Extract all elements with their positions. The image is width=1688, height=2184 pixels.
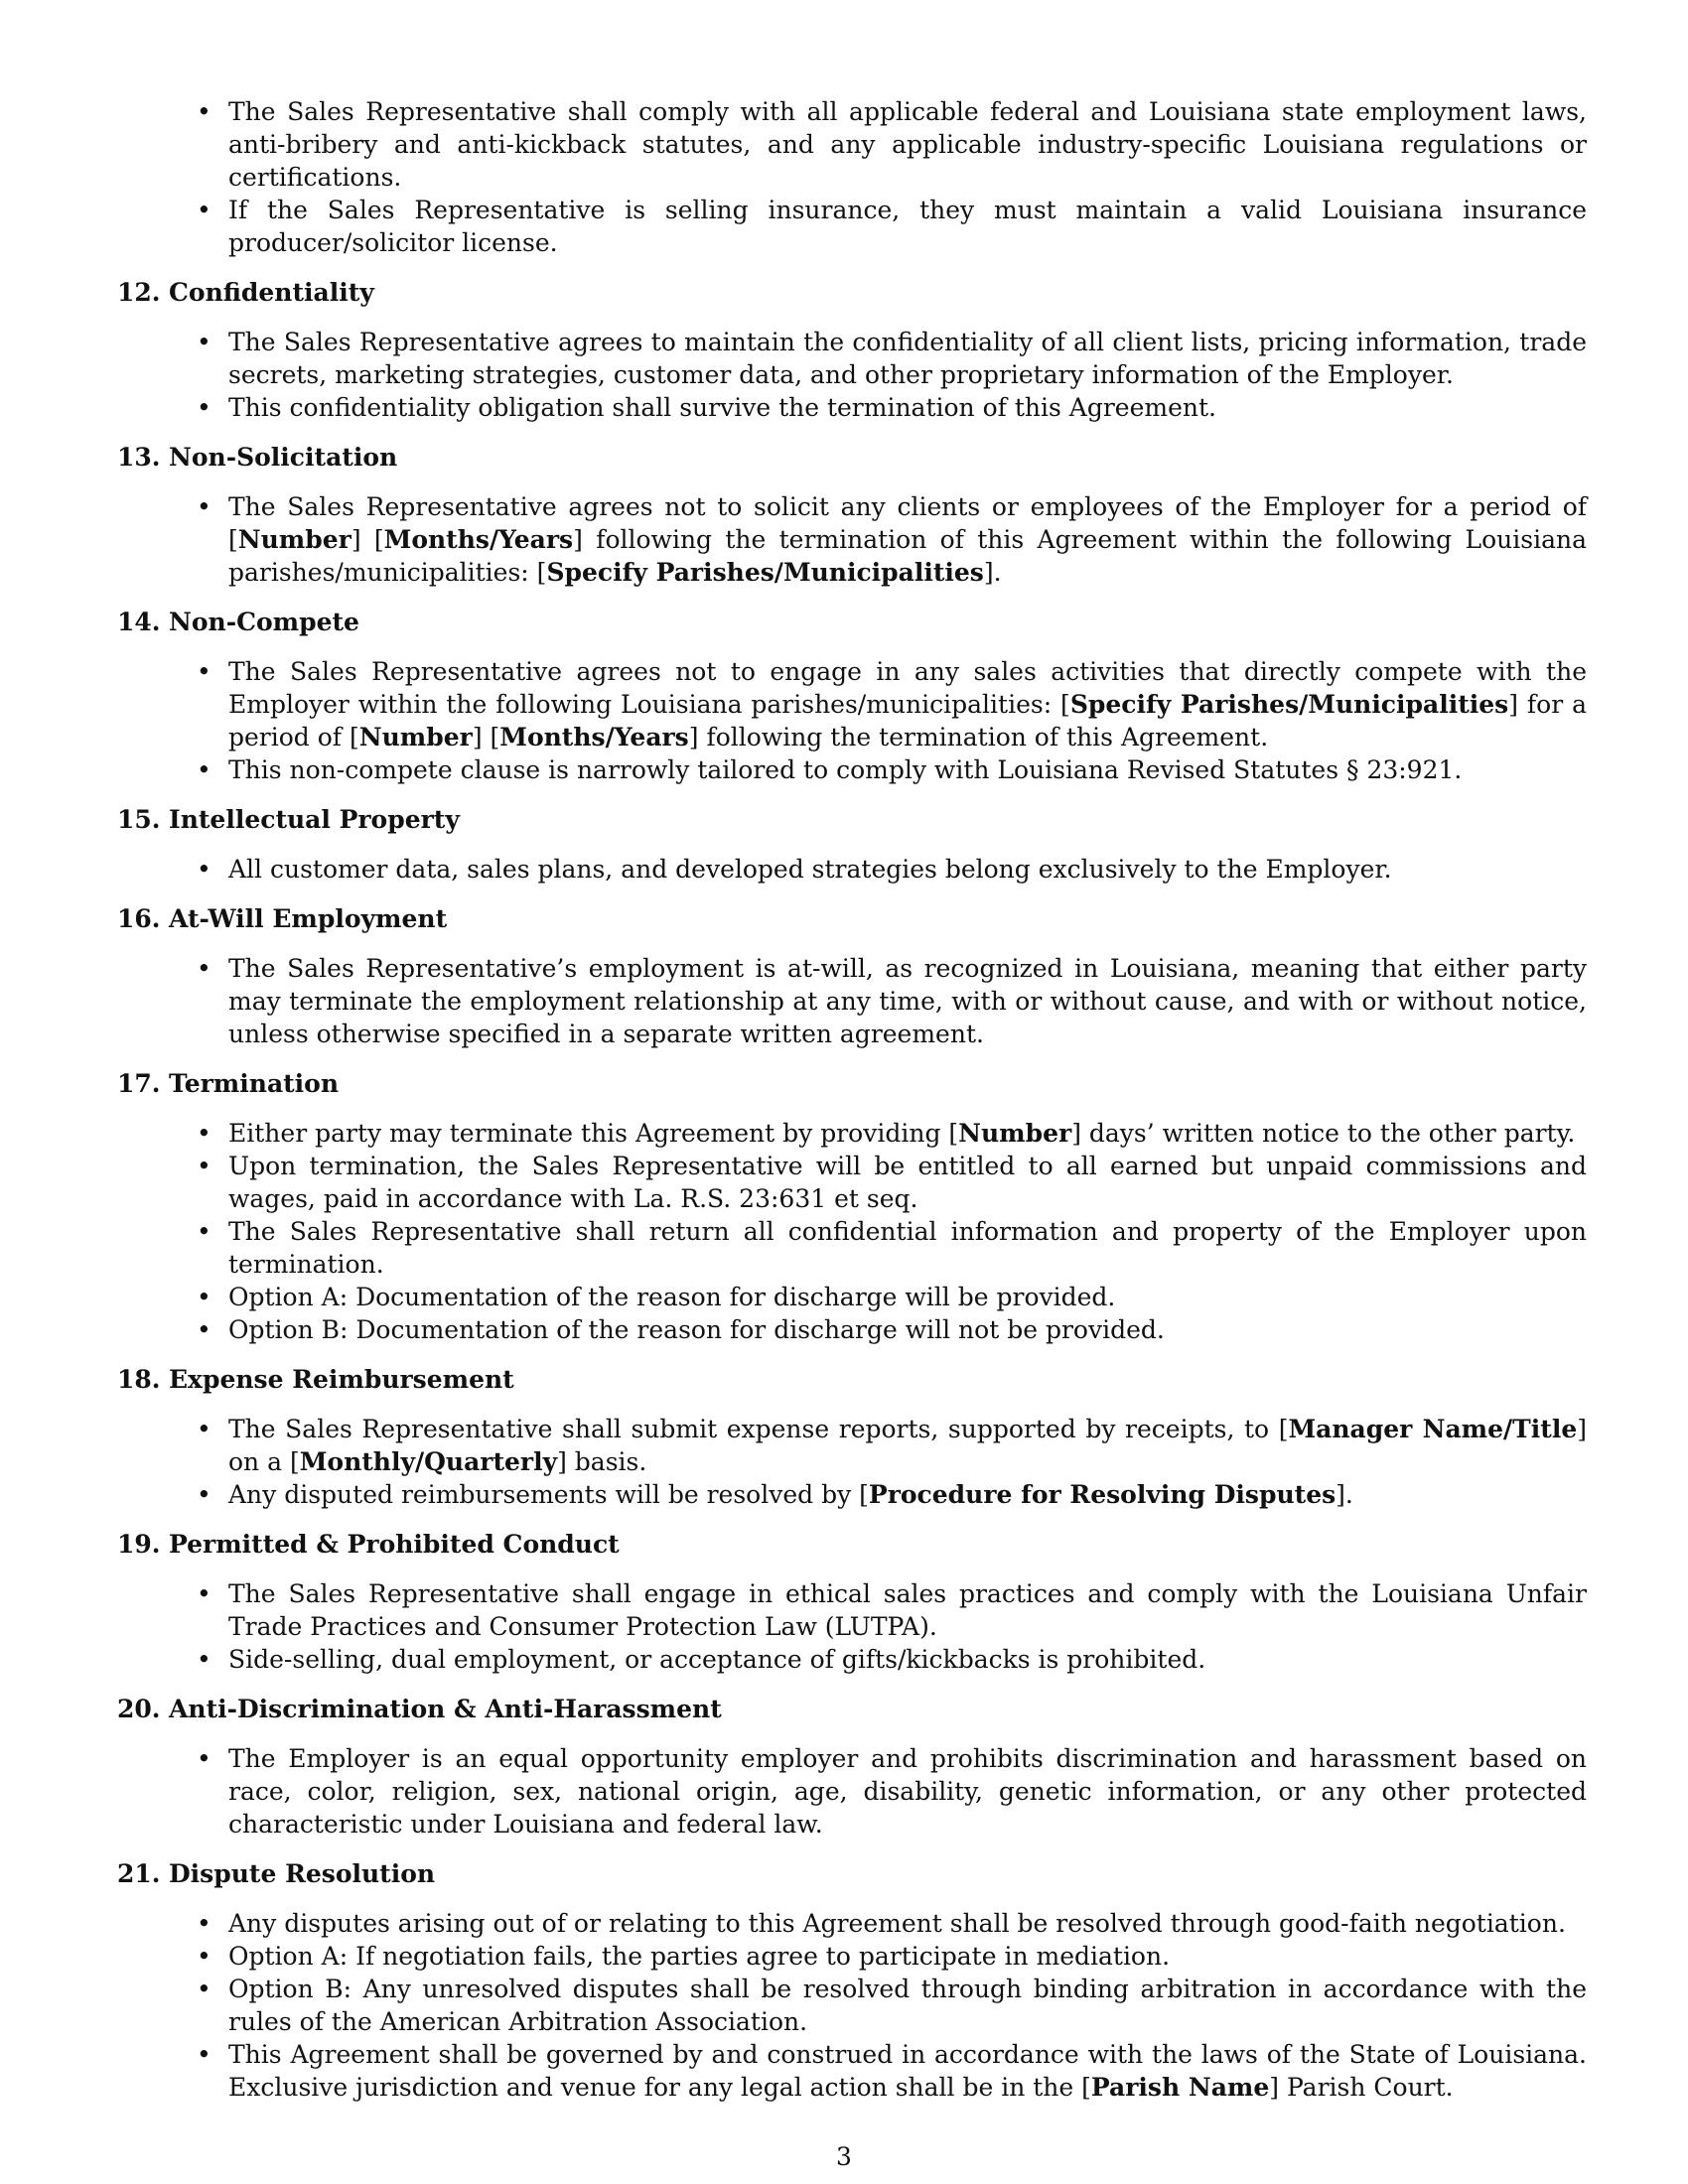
bullet-text: ] following the termination of this Agreement.: [688, 723, 1269, 751]
bullet-item: [117, 194, 1587, 259]
bullet-text: Option B: Any unresolved disputes shall be resolved through binding arbitration in accordance with the rules of the American Arbitration Association.: [228, 1975, 1587, 2036]
section-heading: [117, 1363, 1587, 1396]
bullet-text: The Sales Representative’s employment is at-will, as recognized in Louisiana, meaning that either party may terminate the employment relationship at any time, with or without cause, and with or without notice, unless otherwise specified in a separate written agreement.: [228, 954, 1587, 1048]
section-number: 13.: [117, 443, 161, 472]
section-title: Non-Solicitation: [169, 443, 398, 472]
placeholder-field: Number: [237, 525, 352, 554]
section-number: 19.: [117, 1530, 161, 1559]
bullet-text: Upon termination, the Sales Representative will be entitled to all earned but unpaid commissions and wages, paid in accordance with La. R.S. 23:631 et seq.: [228, 1152, 1587, 1213]
placeholder-field: Months/Years: [383, 525, 574, 554]
section-heading: [117, 1528, 1587, 1561]
section: [117, 902, 1587, 1050]
bullet-item: [117, 1577, 1587, 1643]
section-heading: [117, 441, 1587, 474]
bullet-text: Any disputed reimbursements will be resolved by [: [228, 1480, 869, 1509]
bullet-text: The Employer is an equal opportunity employer and prohibits discrimination and harassment based on race, color, religion, sex, national origin, age, disability, genetic information, or any other protected characteristic under Louisiana and federal law.: [228, 1744, 1587, 1839]
section-title: Anti-Discrimination & Anti-Harassment: [169, 1695, 722, 1723]
bullet-item: [117, 1150, 1587, 1215]
bullet-text: ].: [1336, 1480, 1353, 1509]
section: [117, 1693, 1587, 1841]
bullet-text: The Sales Representative shall return all confidential information and property of the Employer upon termination.: [228, 1217, 1587, 1279]
section: [117, 606, 1587, 786]
bullet-text: ] basis.: [557, 1447, 647, 1476]
section-heading: [117, 276, 1587, 309]
bullet-item: [117, 1907, 1587, 1940]
section-number: 16.: [117, 904, 161, 933]
bullet-item: [117, 1313, 1587, 1346]
bullet-item: [117, 952, 1587, 1050]
bullet-text: ] on a [: [228, 1415, 1587, 1476]
section-heading: [117, 1067, 1587, 1100]
section-heading: [117, 606, 1587, 638]
section-heading: [117, 1693, 1587, 1725]
section-number: 20.: [117, 1695, 161, 1723]
bullet-text: ] Parish Court.: [1269, 2073, 1454, 2102]
bullet-item: [117, 1643, 1587, 1676]
section-number: 12.: [117, 278, 161, 307]
bullet-item: [117, 1940, 1587, 1973]
section-title: Intellectual Property: [169, 805, 460, 834]
bullet-item: [117, 853, 1587, 886]
section-bullet-list: [117, 853, 1587, 886]
placeholder-field: Number: [958, 1119, 1072, 1148]
section-title: Non-Compete: [169, 608, 359, 636]
bullet-text: Side-selling, dual employment, or acceptance of gifts/kickbacks is prohibited.: [228, 1645, 1206, 1674]
section-bullet-list: [117, 326, 1587, 424]
section-bullet-list: [117, 1577, 1587, 1676]
section: [117, 1363, 1587, 1511]
section-bullet-list: [117, 655, 1587, 786]
bullet-text: ] days’ written notice to the other party.: [1071, 1119, 1576, 1148]
placeholder-field: Specify Parishes/Municipalities: [546, 558, 984, 587]
section-heading: [117, 1857, 1587, 1890]
bullet-text: The Sales Representative agrees to maintain the confidentiality of all client lists, pricing information, trade secrets, marketing strategies, customer data, and other proprietary information of the Employer.: [228, 328, 1587, 389]
section-list: [117, 276, 1587, 2104]
placeholder-field: Monthly/Quarterly: [299, 1447, 558, 1476]
bullet-item: [117, 391, 1587, 424]
placeholder-field: Procedure for Resolving Disputes: [868, 1480, 1336, 1509]
document-body: [117, 95, 1587, 2104]
section-number: 14.: [117, 608, 161, 636]
bullet-text: ] [: [472, 723, 500, 751]
bullet-item: [117, 490, 1587, 589]
bullet-text: Option B: Documentation of the reason for discharge will not be provided.: [228, 1315, 1165, 1344]
section: [117, 1857, 1587, 2104]
placeholder-field: Months/Years: [499, 723, 689, 751]
placeholder-field: Specify Parishes/Municipalities: [1069, 690, 1509, 719]
section: [117, 276, 1587, 424]
page-number: 3: [836, 2142, 852, 2171]
bullet-text: All customer data, sales plans, and developed strategies belong exclusively to the Employer.: [228, 855, 1392, 884]
bullet-text: Option A: Documentation of the reason for discharge will be provided.: [228, 1283, 1116, 1311]
bullet-text: Option A: If negotiation fails, the parties agree to participate in mediation.: [228, 1942, 1171, 1971]
section-title: Termination: [169, 1069, 340, 1098]
bullet-text: The Sales Representative agrees not to engage in any sales activities that directly compete with the Employer within the following Louisiana parishes/municipalities: [: [228, 657, 1587, 719]
section-heading: [117, 902, 1587, 935]
section: [117, 803, 1587, 886]
section-number: 21.: [117, 1859, 161, 1888]
section-bullet-list: [117, 1907, 1587, 2104]
section: [117, 1067, 1587, 1346]
section-title: Permitted & Prohibited Conduct: [169, 1530, 620, 1559]
bullet-item: [117, 2038, 1587, 2104]
section-bullet-list: [117, 1413, 1587, 1511]
section: [117, 441, 1587, 589]
intro-bullet-list: [117, 95, 1587, 259]
section-title: At-Will Employment: [169, 904, 448, 933]
bullet-text: The Sales Representative shall comply with all applicable federal and Louisiana state employment laws, anti-bribery and anti-kickback statutes, and any applicable industry-specific Louisiana regulations or certifications.: [228, 97, 1587, 192]
bullet-item: [117, 655, 1587, 753]
bullet-item: [117, 1281, 1587, 1313]
section: [117, 1528, 1587, 1676]
placeholder-field: Manager Name/Title: [1288, 1415, 1578, 1443]
bullet-text: This confidentiality obligation shall survive the termination of this Agreement.: [228, 393, 1216, 422]
placeholder-field: Number: [358, 723, 473, 751]
bullet-item: [117, 1215, 1587, 1281]
bullet-text: ] [: [351, 525, 384, 554]
bullet-item: [117, 1478, 1587, 1511]
bullet-item: [117, 1413, 1587, 1478]
bullet-item: [117, 1742, 1587, 1841]
bullet-text: Any disputes arising out of or relating to this Agreement shall be resolved through good-faith negotiation.: [228, 1909, 1566, 1938]
placeholder-field: Parish Name: [1090, 2073, 1270, 2102]
section-bullet-list: [117, 952, 1587, 1050]
section-bullet-list: [117, 1117, 1587, 1346]
section-number: 15.: [117, 805, 161, 834]
bullet-item: [117, 1973, 1587, 2038]
bullet-text: The Sales Representative shall submit expense reports, supported by receipts, to [: [228, 1415, 1289, 1443]
section-title: Expense Reimbursement: [169, 1365, 514, 1394]
bullet-text: Either party may terminate this Agreement by providing [: [228, 1119, 959, 1148]
bullet-text: If the Sales Representative is selling insurance, they must maintain a valid Louisiana insurance producer/solicitor license.: [228, 196, 1587, 257]
bullet-text: The Sales Representative shall engage in ethical sales practices and comply with the Louisiana Unfair Trade Practices and Consumer Protection Law (LUTPA).: [228, 1579, 1587, 1641]
bullet-text: This Agreement shall be governed by and construed in accordance with the laws of the State of Louisiana. Exclusive jurisdiction and venue for any legal action shall be in the [: [228, 2040, 1587, 2102]
bullet-text: ] following the termination of this Agreement within the following Louisiana parishes/municipalities: [: [228, 525, 1587, 587]
bullet-item: [117, 326, 1587, 391]
section-heading: [117, 803, 1587, 836]
section-bullet-list: [117, 1742, 1587, 1841]
bullet-text: This non-compete clause is narrowly tailored to comply with Louisiana Revised Statutes § 23:921.: [228, 755, 1463, 784]
bullet-item: [117, 1117, 1587, 1150]
section-number: 17.: [117, 1069, 161, 1098]
section-number: 18.: [117, 1365, 161, 1394]
section-title: Confidentiality: [169, 278, 374, 307]
bullet-text: ] for a period of [: [228, 690, 1587, 751]
bullet-item: [117, 753, 1587, 786]
bullet-text: The Sales Representative agrees not to solicit any clients or employees of the Employer for a period of [: [228, 492, 1587, 554]
section-title: Dispute Resolution: [169, 1859, 436, 1888]
bullet-item: [117, 95, 1587, 194]
bullet-text: ].: [983, 558, 1002, 587]
section-bullet-list: [117, 490, 1587, 589]
